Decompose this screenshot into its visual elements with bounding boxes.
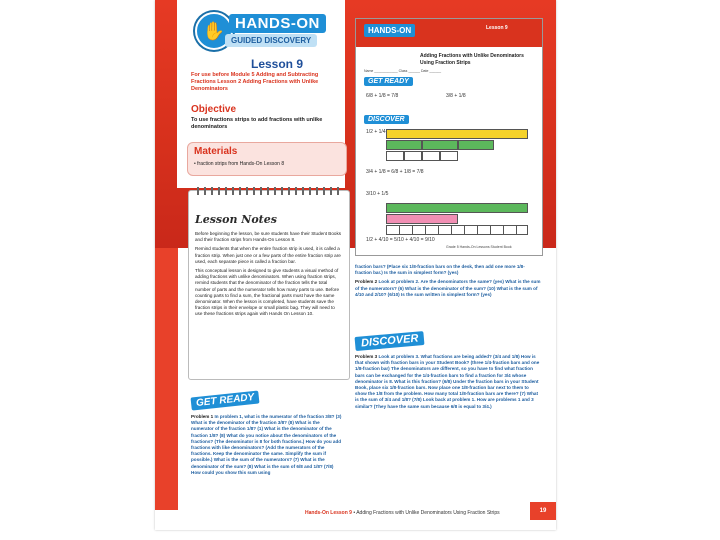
fraction-cell xyxy=(386,151,404,161)
red-margin-strip xyxy=(155,248,178,510)
discover-heading: DISCOVER xyxy=(355,331,425,351)
footer-text: • Adding Fractions with Unlike Denominators Using Fraction Strips xyxy=(351,510,500,516)
get-ready-body xyxy=(191,414,343,476)
inset-equation-1: 6/8 + 1/8 = 7/8 xyxy=(366,93,399,99)
materials-box xyxy=(187,142,347,176)
inset-footer: Grade 5 Hands-On Lessons Student Book xyxy=(446,245,512,249)
objective-heading: Objective xyxy=(191,104,237,115)
fraction-cell xyxy=(440,151,458,161)
materials-heading: Materials xyxy=(194,146,238,157)
tenths-strip xyxy=(386,225,528,235)
inset-get-ready-tag: GET READY xyxy=(364,77,413,86)
inset-name-line: Name ____________ Class ______ Date ______ xyxy=(364,69,442,73)
fraction-bar-green xyxy=(386,140,422,150)
problem3-text: Look at problem 3. What fractions are being added? (3/4 and 1/8) How is that shown with fraction bars in your Student Book? (three 1/4-fraction bars and one 1/8-fraction bar) The denominators are different, so you have to find what fraction bars can be exchanged for the 1/4-fraction bars to find a fraction for 3/4 whose denominator is 8. What is this fraction? (6/8) Under the fraction bars in your Student Book, place six 1/8-fraction bars. Now place one 1/8-fraction bar next to them to show the 1/8 from the problem. How many total 1/8-fraction bars are there? (7) What is the sum of 3/4 and 1/8? (7/8) Look back at problem 1. How are problems 1 and 3 similar? (They have the same sum because 6/8 is equal to 3/4.) xyxy=(355,354,540,409)
inset-lesson-label: Lesson 9 xyxy=(486,25,508,31)
materials-text: • fraction strips from Hands-On Lesson 8 xyxy=(194,161,285,167)
right-column-text xyxy=(355,264,541,301)
inset-title: Adding Fractions with Unlike Denominators Using Fraction Strips xyxy=(420,53,524,66)
problem1-continued: fraction bars? (Place six 1/8-fraction bars on the desk, then add one more 1/8-fraction bar.) Is the sum in simplest form? (yes) xyxy=(355,264,525,276)
fraction-cell xyxy=(422,151,440,161)
lesson-title: Lesson 9 xyxy=(251,57,304,71)
inset-brand: HANDS-ON xyxy=(364,24,415,37)
get-ready-heading: GET READY xyxy=(191,390,260,410)
problem1-text: In problem 1, what is the numerator of the fraction 3/8? (3) What is the denominator of the fraction 3/8? (8) What is the numerator of the fraction 1/8? (1) What is the denominator of the fraction 1/8? (8) What do you notice about the denominators of the fractions? (The denominator is 8 for both fractions.) How do you add fractions with like denominators? (Add the numerators of the fractions. Keep the denominator the same. Simplify the sum if possible.) What is the sum of the numerators? (7) What is the denominator of the sum? (8) What is the sum of 6/8 and 1/8? (7/8) How could you show this sum using xyxy=(191,414,342,475)
brand-line2: GUIDED DISCOVERY xyxy=(225,34,317,47)
problem1-label: Problem 1 xyxy=(191,414,214,419)
footer-lesson-ref: Hands-On Lesson 9 xyxy=(305,510,352,516)
spiral-binding xyxy=(197,187,343,195)
inset-equation-4: 3/4 + 1/8 = 6/8 + 1/8 = 7/8 xyxy=(366,169,424,175)
inset-equation-5: 3/10 + 1/5 xyxy=(366,191,389,197)
problem2-text: Look at problem 2. Are the denominators the same? (yes) What is the sum of the numerators? (6) What is the denominator of the sum? (10) What is the sum of 4/10 and 2/10? (6/10) Is the sum written in simplest form? (yes) xyxy=(355,279,541,297)
notes-paragraph: Before beginning the lesson, be sure students have their Student Books and their fraction strips from Hands-On Lesson 8. xyxy=(195,231,342,243)
inset-discover-tag: DISCOVER xyxy=(364,115,409,124)
fraction-strip-green xyxy=(386,203,528,213)
objective-text: To use fractions strips to add fractions with unlike denominators xyxy=(191,117,323,130)
fraction-bar-green xyxy=(458,140,494,150)
inset-equation-3: 1/2 + 1/4 xyxy=(366,129,386,135)
page-number: 19 xyxy=(530,502,556,520)
for-use-text: For use before Module 5 Adding and Subtracting Fractions Lesson 2 Adding Fractions with Unlike Denominators xyxy=(191,72,319,92)
student-book-inset xyxy=(355,18,543,256)
fraction-cell xyxy=(404,151,422,161)
problem3-label: Problem 3 xyxy=(355,354,378,359)
brand-logo xyxy=(195,12,335,54)
problem2-label: Problem 2 xyxy=(355,279,378,285)
notes-heading: Lesson Notes xyxy=(195,213,277,226)
notes-paragraph: Remind students that when the entire fraction strip is used, it is called a fraction strip. When just one or a few parts of the entire fraction strip are used, each separate piece is called a fraction bar. xyxy=(195,246,341,264)
notes-body xyxy=(195,231,343,321)
brand-line1: HANDS-ON xyxy=(229,14,326,33)
notes-paragraph: This conceptual lesson is designed to give students a visual method of adding fractions with unlike denominators. When using fraction strips, remind students that the denominator of the fraction tells the total number of parts and the numerator tells how many parts to use. Before counting parts to find a sum, the fractional parts must have the same denominator. When the lesson is completed, have students save the fraction strips in their envelope or small plastic bag. They will need to use these fractions strips again with Hands On Lesson 10. xyxy=(195,268,340,317)
lesson-notes-card xyxy=(188,190,350,380)
hand-icon: ✋ xyxy=(195,12,233,50)
document-page xyxy=(155,0,556,530)
discover-text xyxy=(355,354,541,410)
fraction-bar-pink xyxy=(386,214,458,224)
page-footer xyxy=(305,510,500,516)
fraction-bar-green xyxy=(422,140,458,150)
inset-equation-6: 1/2 + 4/10 = 5/10 + 4/10 = 9/10 xyxy=(366,237,435,243)
inset-equation-2: 3/8 + 1/8 xyxy=(446,93,466,99)
fraction-strip-yellow xyxy=(386,129,528,139)
